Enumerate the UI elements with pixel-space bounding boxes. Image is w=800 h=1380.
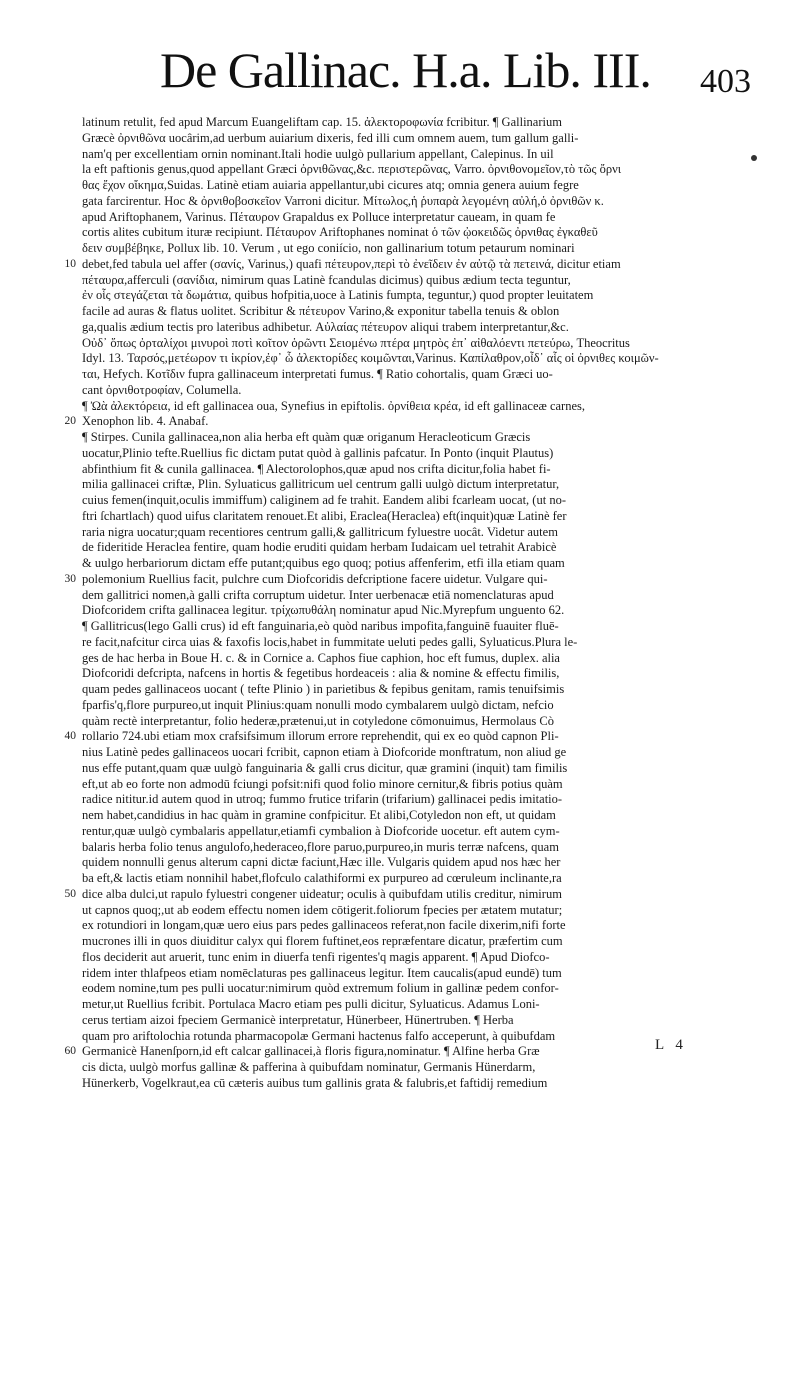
text-line: Idyl. 13. Ταρσός,μετέωρον τι ἰκρίον,ἐφ᾽ ὧ ἀλεκτορίδες κοιμῶνται,Varinus. Καπίλαθρον,οἶδ᾽ αἷς οἱ ὀρνιθες κοιμῶν- — [82, 351, 659, 366]
text-line: ges de hac herba in Boue H. c. & in Cornice a. Caphos fiue caphion, hoc eft fumus, duplex. alia — [82, 650, 560, 665]
text-line: nius Latinè pedes gallinaceos uocari fcribit, capnon etiam à Diofcoride monftratum, non aliud ge — [82, 745, 567, 759]
text-line: ¶ Stirpes. Cunila gallinacea,non alia herba eft quàm quæ origanum Heracleoticum Græcis — [82, 430, 531, 444]
page-number: 403 — [700, 63, 751, 100]
text-line: ut capnos quoq;,ut ab eodem effectu nomen idem cōtigerit.foliorum fpecies per ætatem mutatur; — [82, 902, 563, 917]
text-line: mucrones illi in quos diuiditur calyx qui florem fuftinet,eos repræfentare dicatur, præfertim cum — [82, 934, 563, 948]
text-line: apud Ariftophanem, Varinus. Πέταυρον Grapaldus ex Polluce interpretatur caueam, in quam fe — [82, 209, 556, 224]
text-line: metur,ut Ruellius fcribit. Portulaca Macro etiam pes pulli dicitur, Syluaticus. Adamus Loni- — [82, 997, 540, 1011]
text-line: Xenophon lib. 4. Anabaf. — [82, 414, 209, 429]
margin-line-number: 30 — [64, 572, 76, 585]
text-line: Germanicè Hanenſporn,id eft calcar gallinacei,à floris figura,nominatur. ¶ Alfine herba Græ — [82, 1044, 540, 1059]
signature-mark: L 4 — [655, 1037, 687, 1053]
text-line: latinum retulit, fed apud Marcum Euangeliftam cap. 15. ἀλεκτοροφωνία fcribitur. ¶ Gallinarium — [82, 115, 562, 129]
margin-line-number: 10 — [64, 257, 76, 270]
text-line: nam'q per excellentiam ornin nominant.Itali hodie uulgò pullarium appellant, Calepinus. In uil — [82, 146, 554, 161]
text-line: re facit,nafcitur circa uias & faxofis locis,habet in fummitate ueluti pedes galli, Syluaticus.Plura le- — [82, 634, 578, 649]
text-line: raria nigra uocatur;quam recentiores centrum galli,& gallitricum fyluestre uocât. Videtur autem — [82, 524, 558, 539]
text-line: quam pro ariftolochia rotunda pharmacopolæ Germani hactenus falfo acceperunt, à quibufdam — [82, 1028, 556, 1043]
text-line: facile ad auras & flatus uolitet. Scribitur & πέτευρον Varino,& exponitur tabella tenuis & oblon — [82, 304, 560, 318]
text-line: abfinthium fit & cunila gallinacea. ¶ Alectorolophos,quæ apud nos crifta dicitur,folia habet fi- — [82, 461, 551, 476]
text-line: dem gallitrici nomen,à galli crifta corruptum uidetur. Inter uerbenacæ etiā nomenclaturas apud — [82, 587, 554, 602]
margin-line-number: 40 — [64, 730, 76, 743]
text-line: ¶ Ὠὰ ἀλεκτόρεια, id eft gallinacea oua, Synefius in epiftolis. ὀρνίθεια κρέα, id eft gallinaceæ carnes, — [82, 398, 586, 413]
text-line: debet,fed tabula uel affer (σανίς, Varinus,) quafi πέτευρον,περὶ τὸ ἐνεῖδειν ἐν αὐτῷ τὰ πετεινά, dicitur etiam — [82, 256, 621, 271]
text-line: & uulgo herbariorum dictam effe putant;quibus ego quoq; potius affenferim, etfi illa etiam quam — [82, 556, 565, 570]
text-line: ται, Hefych. Κοτῖδιν fupra gallinaceum interpretati fumus. ¶ Ratio cohortalis, quam Græci uo- — [82, 367, 553, 381]
text-line: balaris herba folio tenus angulofo,hederaceo,flore paruo,purpureo,in muris terræ nafcens, quam — [82, 839, 559, 854]
text-line: cuius femen(inquit,oculis immiffum) caliginem ad fe trahit. Eandem alibi fcarleam uocat, (ut no- — [82, 493, 566, 507]
text-line: eft,ut ab eo forte non admodū fciungi pofsit:nifi quod folio minore cernitur,& fibris potius quàm — [82, 776, 563, 791]
text-line: Diofcoridi defcripta, nafcens in hortis & fegetibus hordeaceis : alia & nomine & effectu fimilis, — [82, 666, 560, 681]
page-header — [0, 40, 800, 108]
text-line: cis dicta, uulgò morfus gallinæ & pafferina à quibufdam nominatur, Germanis Hünerdarm, — [82, 1060, 536, 1074]
text-line: de fideritide Heraclea fentire, quam hodie eruditi quidam herbam Iudaicam uel tetrahit Arabicè — [82, 540, 557, 555]
text-line: eodem nomine,tum pes pulli uocatur:nimirum quòd extremum folium in gallinæ pedem confor- — [82, 981, 559, 996]
text-line: flos deciderit aut aruerit, tunc enim in diuerfa tenfi rigentes'q magis apparent. ¶ Apud Diofco- — [82, 949, 550, 964]
text-line: ga,qualis ædium tectis pro lateribus adhibetur. Αὐλαίας πέτευρον aliqui trabem interpretantur,&c. — [82, 319, 569, 334]
text-line: ex rotundiori in longam,quæ uero eius pars pedes gallinaceos referat,non facile dixerim,nifi forte — [82, 918, 566, 933]
text-line: dice alba dulci,ut rapulo fyluestri congener uideatur; oculis à quibufdam utilis creditur, nimirum — [82, 886, 562, 901]
text-line: gata farcirentur. Hoc & ὀρνιθοβοσκεῖον Varroni dicitur. Μίτωλος,ἡ ῥυπαρὰ λεγομένη αὐλή,ὁ ὀρνιθῶν κ. — [82, 193, 604, 208]
text-line: cant ὀρνιθοτροφίαν, Columella. — [82, 382, 242, 397]
text-line: δειν συμβέβηκε, Pollux lib. 10. Verum , ut ego coniício, non gallinarium totum petaurum nominari — [82, 241, 575, 255]
text-line: rentur,quæ uulgò cymbalaris appellatur,etiamfi cymbalion à Diofcoride uocetur. eft autem cym- — [82, 823, 560, 838]
text-line: θας ἔχον οἴκημα,Suidas. Latinè etiam auiaria appellantur,ubi cicures atq; omnia genera auium fegre — [82, 178, 579, 192]
margin-line-number: 20 — [64, 415, 76, 428]
margin-line-number: 50 — [64, 887, 76, 900]
text-line: la eft paftionis genus,quod appellant Græci ὀρνιθῶνας,&c. περιστερῶνας, Varro. ὀρνιθονομεῖον,τὸ τῶς ὄρνι — [82, 162, 622, 177]
text-line: πέταυρα,afferculi (σανίδια, nimirum quas Latinè fcandulas dicimus) quibus ædium tecta teguntur, — [82, 272, 571, 287]
text-line: quidem nonnulli genus alterum capni dictæ faciunt,Hæc ille. Vulgaris quidem apud nos hæc her — [82, 855, 561, 870]
margin-line-number: 60 — [64, 1045, 76, 1058]
margin-dot-mark — [751, 155, 757, 161]
text-line: nem habet,candidius in hac quàm in gramine confpicitur. Et alibi,Cotyledon non eft, ut quidam — [82, 808, 556, 822]
text-line: fparfis'q,flore purpureo,ut inquit Plinius:quam nonulli modo cymbalarem uulgò dictam, nefcio — [82, 697, 554, 712]
text-line: ftri ſchartlach) quod uifus claritatem renouet.Et alibi, Eraclea(Heraclea) eft(inquit)quæ Latinè fer — [82, 508, 567, 523]
text-line: polemonium Ruellius facit, pulchre cum Diofcoridis defcriptione facere uidetur. Vulgare qui- — [82, 571, 548, 586]
text-line: ¶ Gallitricus(lego Galli crus) id eft fanguinaria,eò quòd naribus impofita,fanguinē fuauiter fluē- — [82, 619, 559, 633]
running-title: De Gallinac. H.a. Lib. III. — [160, 42, 651, 98]
text-line: ἐν οἷς στεγάζεται τὰ δωμάτια, quibus hofpitia,uoce à Latinis fumpta, teguntur,) quod propter leuitatem — [82, 288, 594, 303]
text-line: nus effe putant,quam quæ uulgò fanguinaria & galli crus dicitur, quæ gramini (inquit) tam fimilis — [82, 760, 568, 775]
text-line: Οὐδ᾽ ὅπως ὀρταλίχοι μινυροὶ ποτὶ κοῖτον ὁρῶντι Σειομένω πτέρα μητρὸς ἐπ᾽ αἰθαλόεντι πετεύρω, Theocritus — [82, 335, 630, 350]
text-line: Græcè ὀρνιθῶνα uocârim,ad uerbum auiarium dixeris, fed illi cum omnem auem, tum gallum galli- — [82, 130, 579, 145]
text-line: Diofcoridem crifta gallinacea legitur. τρίχωπυθάλη nominatur apud Nic.Myrepfum unguento 62. — [82, 603, 565, 618]
text-line: milia gallinacei criftæ, Plin. Syluaticus gallitricum uel centrum galli uulgò dictum interpretatur, — [82, 477, 560, 492]
text-line: ba eft,& lactis etiam nonnihil habet,flofculo calathiformi ex purpureo ad cœruleum inclinante,ra — [82, 871, 562, 885]
text-line: uocatur,Plinio tefte.Ruellius fic dictam putat quòd à gallinis pafcatur. In Ponto (inquit Plautus) — [82, 445, 554, 460]
text-line: radice nititur.id autem quod in utroq; fummo frutice trifarin (trifarium) gallinacei pedis imitatio- — [82, 792, 563, 807]
text-line: Hünerkerb, Vogelkraut,ea cū cæteris auibus tum gallinis grata & falubris,et faftidij remedium — [82, 1075, 548, 1090]
text-line: cortis alites cubitum ituræ recipiunt. Πέταυρον Ariftophanes nominat ὁ τῶν ᾠοκειδῶς ὀρνιθας ἐγκαθεῦ — [82, 225, 598, 240]
text-line: rollario 724.ubi etiam mox crafsifsimum illorum errore reprehendit, qui ex eo quòd capnon Pli- — [82, 729, 559, 744]
text-line: cerus tertiam aizoi fpeciem Germanicè interpretatur, Hünerbeer, Hünertruben. ¶ Herba — [82, 1012, 514, 1027]
text-line: quam pedes gallinaceos uocant ( tefte Plinio ) in parietibus & fepibus genitam, ramis tenuifsimis — [82, 682, 565, 696]
text-line: ridem inter thlafpeos etiam nomēclaturas pes gallinaceus legitur. Item caucalis(apud eundē) tum — [82, 965, 562, 980]
text-line: quàm rectè interpretantur, folio hederæ,prætenui,ut in cotyledone cōmonuimus, Hermolaus Cò — [82, 713, 554, 728]
